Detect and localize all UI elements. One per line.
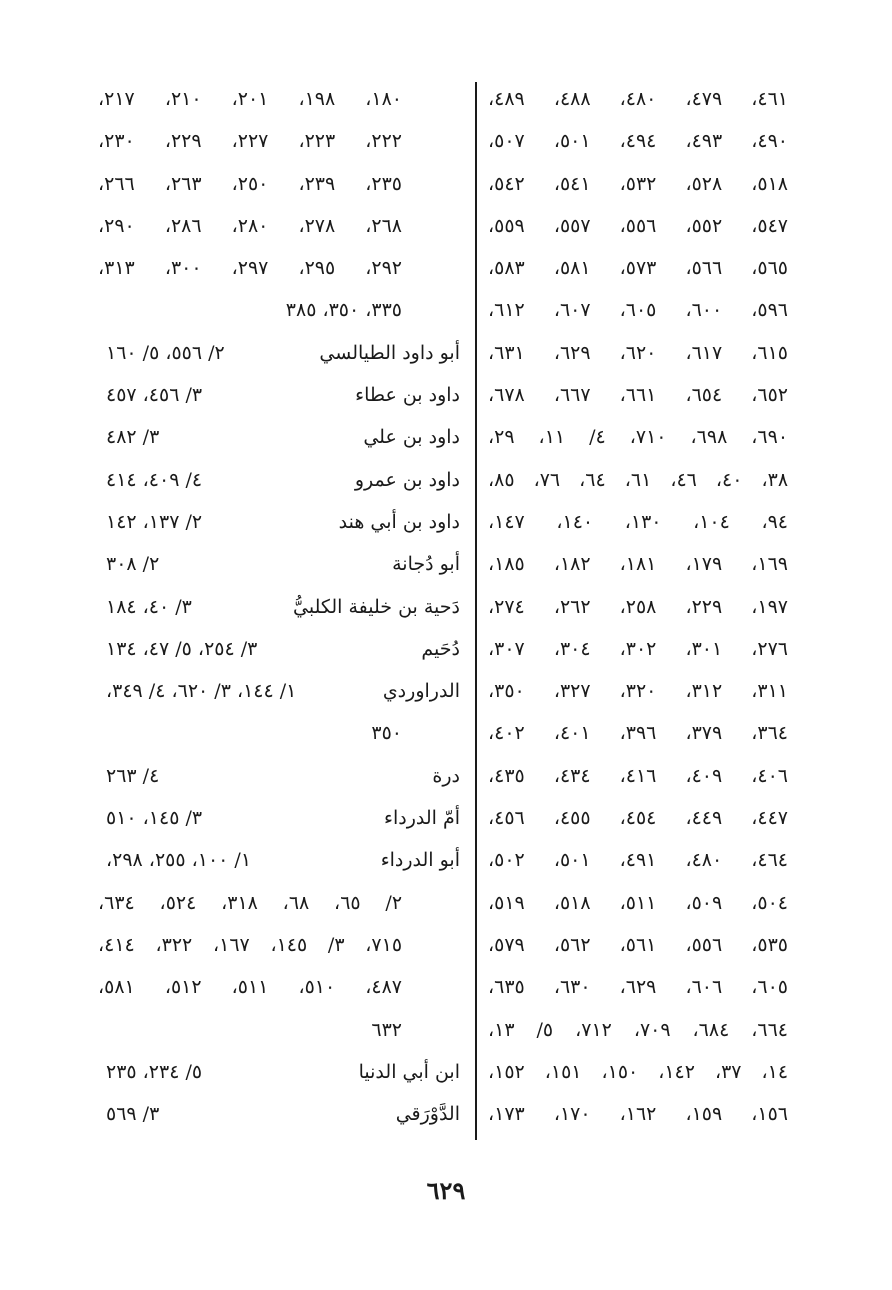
entry-references: ٣/ ٤٨٢ — [106, 426, 160, 449]
entry-name: أبو الدرداء — [380, 849, 460, 872]
index-entry — [98, 755, 460, 797]
entry-name: دُحَيم — [421, 637, 460, 660]
index-entry — [98, 374, 460, 416]
reference-line: ٦١٥، ٦١٧، ٦٢٠، ٦٢٩، ٦٣١، — [488, 341, 789, 364]
index-entry — [98, 332, 460, 374]
reference-line: ٦٩٠، ٦٩٨، ٧١٠، ٤/ ١١، ٢٩، — [488, 426, 789, 449]
continuation-line: ٤٨٧، ٥١٠، ٥١١، ٥١٢، ٥٨١، — [98, 976, 403, 999]
continuation-line: ٢٢٢، ٢٢٣، ٢٢٧، ٢٢٩، ٢٣٠، — [98, 130, 403, 153]
reference-line: ٥٣٥، ٥٥٦، ٥٦١، ٥٦٢، ٥٧٩، — [488, 933, 789, 956]
index-entry — [98, 670, 460, 712]
reference-line: ٤٦١، ٤٧٩، ٤٨٠، ٤٨٨، ٤٨٩، — [488, 88, 789, 110]
index-entry — [98, 1093, 460, 1135]
entry-name: الدَّوْرَقي — [395, 1103, 460, 1126]
reference-line: ٥٤٧، ٥٥٢، ٥٥٦، ٥٥٧، ٥٥٩، — [488, 214, 789, 237]
reference-line: ١٥٦، ١٥٩، ١٦٢، ١٧٠، ١٧٣، — [488, 1103, 789, 1126]
entry-references: ٤/ ٤٠٩، ٤١٤ — [106, 468, 203, 491]
entry-name: داود بن عمرو — [354, 468, 460, 491]
entry-name: داود بن علي — [363, 426, 460, 449]
continuation-line: ٢٣٥، ٢٣٩، ٢٥٠، ٢٦٣، ٢٦٦، — [98, 172, 403, 195]
reference-line: ٣١١، ٣١٢، ٣٢٠، ٣٢٧، ٣٥٠، — [488, 680, 789, 703]
entry-name: داود بن أبي هند — [338, 510, 460, 533]
reference-line: ٢٧٦، ٣٠١، ٣٠٢، ٣٠٤، ٣٠٧، — [488, 637, 789, 660]
entry-references: ٣/ ٤٠، ١٨٤ — [106, 595, 192, 618]
reference-line: ١٤، ٣٧، ١٤٢، ١٥٠، ١٥١، ١٥٢، — [488, 1060, 789, 1083]
entry-references: ٢/ ١٣٧، ١٤٢ — [106, 510, 203, 533]
entry-name: أبو دُجانة — [392, 553, 460, 576]
entry-references: ٥/ ٢٣٤، ٢٣٥ — [106, 1060, 203, 1083]
reference-line: ٦٥٢، ٦٥٤، ٦٦١، ٦٦٧، ٦٧٨، — [488, 384, 789, 407]
index-entry — [98, 839, 460, 881]
reference-line: ٥١٨، ٥٢٨، ٥٣٢، ٥٤١، ٥٤٢، — [488, 172, 789, 195]
left-column — [98, 78, 460, 1135]
index-entry — [98, 416, 460, 458]
reference-line: ٥٩٦، ٦٠٠، ٦٠٥، ٦٠٧، ٦١٢، — [488, 299, 789, 322]
reference-line: ٤٩٠، ٤٩٣، ٤٩٤، ٥٠١، ٥٠٧، — [488, 130, 789, 153]
page-number: ٦٢٩ — [426, 1176, 466, 1205]
entry-references: ٣/ ١٤٥، ٥١٠ — [106, 807, 203, 830]
entry-references: ٣/ ٢٥٤، ٥/ ٤٧، ١٣٤ — [106, 637, 258, 660]
continuation-line: ٣٣٥، ٣٥٠، ٣٨٥ — [285, 299, 402, 322]
entry-name: درة — [432, 764, 460, 787]
entry-references: ٣/ ٤٥٦، ٤٥٧ — [106, 384, 203, 407]
index-entry — [98, 543, 460, 585]
entry-name: داود بن عطاء — [355, 384, 460, 407]
reference-line: ٦٠٥، ٦٠٦، ٦٢٩، ٦٣٠، ٦٣٥، — [488, 976, 789, 999]
right-column — [488, 78, 788, 1135]
reference-line: ٣٦٤، ٣٧٩، ٣٩٦، ٤٠١، ٤٠٢، — [488, 722, 789, 745]
entry-name: ابن أبي الدنيا — [358, 1060, 460, 1083]
entry-name: دَحية بن خليفة الكلبيُّ — [293, 595, 460, 618]
reference-line: ١٦٩، ١٧٩، ١٨١، ١٨٢، ١٨٥، — [488, 553, 789, 576]
index-entry — [98, 501, 460, 543]
entry-references: ١/ ١٤٤، ٣/ ٦٢٠، ٤/ ٣٤٩، — [106, 680, 297, 703]
entry-name: أمّ الدرداء — [384, 807, 460, 830]
reference-line: ٥٠٤، ٥٠٩، ٥١١، ٥١٨، ٥١٩، — [488, 891, 789, 914]
continuation-line: ٣٥٠ — [371, 722, 402, 745]
continuation-line: ٦٣٢ — [371, 1018, 402, 1041]
entry-references: ٢/ ٥٥٦، ٥/ ١٦٠ — [106, 341, 225, 364]
entry-references: ٢/ ٣٠٨ — [106, 553, 160, 576]
continuation-line: ٧١٥، ٣/ ١٤٥، ١٦٧، ٣٢٢، ٤١٤، — [98, 933, 403, 956]
index-entry — [98, 586, 460, 628]
entry-references: ١/ ١٠٠، ٢٥٥، ٢٩٨، — [106, 849, 252, 872]
continuation-line: ٢٦٨، ٢٧٨، ٢٨٠، ٢٨٦، ٢٩٠، — [98, 214, 403, 237]
reference-line: ٥٦٥، ٥٦٦، ٥٧٣، ٥٨١، ٥٨٣، — [488, 257, 789, 280]
index-entry — [98, 797, 460, 839]
reference-line: ٤٠٦، ٤٠٩، ٤١٦، ٤٣٤، ٤٣٥، — [488, 764, 789, 787]
column-divider — [475, 82, 477, 1140]
continuation-line: ٢/ ٦٥، ٦٨، ٣١٨، ٥٢٤، ٦٣٤، — [98, 891, 403, 914]
entry-name: أبو داود الطيالسي — [319, 341, 460, 364]
index-entry — [98, 1051, 460, 1093]
reference-line: ٩٤، ١٠٤، ١٣٠، ١٤٠، ١٤٧، — [488, 510, 788, 533]
reference-line: ٦٦٤، ٦٨٤، ٧٠٩، ٧١٢، ٥/ ١٣، — [488, 1018, 789, 1041]
index-entry — [98, 628, 460, 670]
reference-line: ٤٦٤، ٤٨٠، ٤٩١، ٥٠١، ٥٠٢، — [488, 849, 789, 872]
reference-line: ٤٤٧، ٤٤٩، ٤٥٤، ٤٥٥، ٤٥٦، — [488, 807, 789, 830]
index-entry — [98, 459, 460, 501]
entry-references: ٤/ ٢٦٣ — [106, 764, 160, 787]
reference-line: ١٩٧، ٢٢٩، ٢٥٨، ٢٦٢، ٢٧٤، — [488, 595, 789, 618]
reference-line: ٣٨، ٤٠، ٤٦، ٦١، ٦٤، ٧٦، ٨٥، — [488, 468, 789, 491]
continuation-line: ١٨٠، ١٩٨، ٢٠١، ٢١٠، ٢١٧، — [98, 88, 403, 110]
entry-references: ٣/ ٥٦٩ — [106, 1103, 160, 1126]
continuation-line: ٢٩٢، ٢٩٥، ٢٩٧، ٣٠٠، ٣١٣، — [98, 257, 403, 280]
entry-name: الدراوردي — [382, 680, 460, 703]
